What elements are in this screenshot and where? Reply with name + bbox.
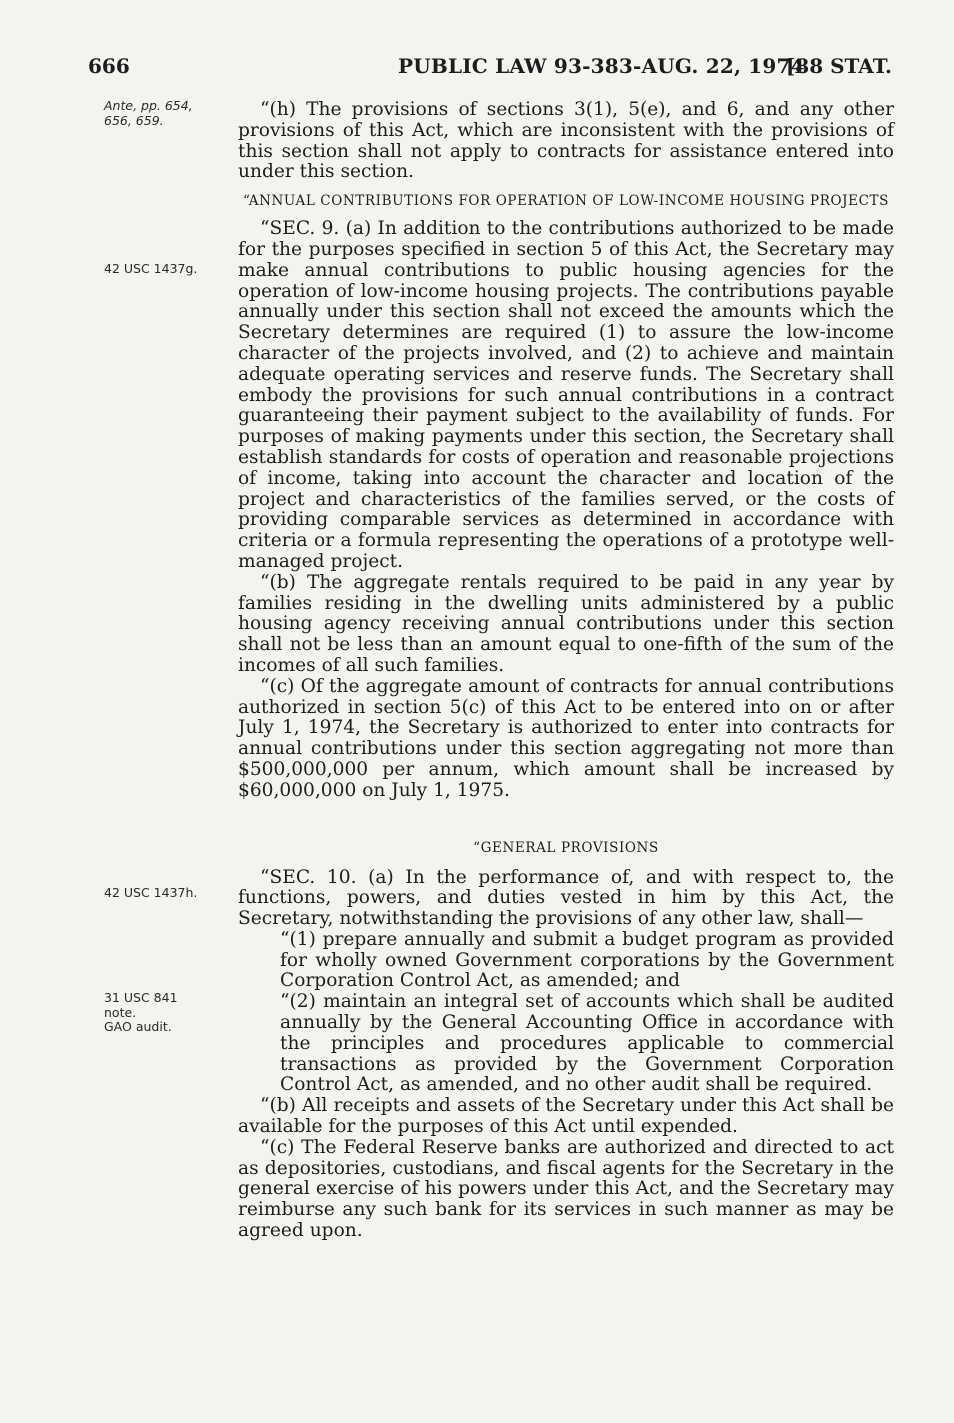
section-10-b: “(b) All receipts and assets of the Secretary under this Act shall be available for the purposes of this Act until expended. [238, 1095, 894, 1138]
section-9-a: “SEC. 9. (a) In addition to the contributions authorized to be made for the purposes specified in section 5 of this Act, the Secretary may make annual contributions to public housing agencies for the operation of low-income housing projects. The contributions payable annually under this section shall not exceed the amounts which the Secretary determines are required (1) to assure the low-income character of the projects involved, and (2) to achieve and maintain adequate operating services and reserve funds. The Secretary shall embody the provisions for such annual contributions in a contract guaranteeing their payment subject to the availability of funds. For purposes of making payments under this section, the Secretary shall establish standards for costs of operation and reasonable projections of income, taking into account the character and location of the project and characteristics of the families served, or the costs of providing comparable services as determined in accordance with criteria or a formula representing the operations of a prototype well-managed project. [238, 218, 894, 572]
margin-note-usc-1437g: 42 USC 1437g. [104, 261, 198, 276]
margin-note-usc-1437h: 42 USC 1437h. [104, 885, 198, 900]
section-10-a: “SEC. 10. (a) In the performance of, and with respect to, the functions, powers, and duties vested in him by this Act, the Secretary, notwithstanding the provisions of any other law, shall— [238, 866, 894, 930]
section-9-c: “(c) Of the aggregate amount of contracts for annual contributions authorized in section 5(c) of this Act to be entered into on or after July 1, 1974, the Secretary is authorized to enter into contracts for annual contributions under this section aggregating not more than $500,000,000 per annum, which amount shall be increased by $60,000,000 on July 1, 1975. [238, 675, 894, 801]
page-header [0, 50, 954, 90]
margin-note-usc-841: 31 USC 841 note. [104, 990, 178, 1020]
margin-note-ante: Ante, pp. 654, 656, 659. [104, 98, 193, 128]
paragraph-h: “(h) The provisions of sections 3(1), 5(e), and 6, and any other provisions of this Act, which are inconsistent with the provisions of this section shall not apply to contracts for assistance entered into under this section. [238, 99, 894, 183]
section-heading-general-provisions: “GENERAL PROVISIONS [473, 839, 659, 856]
statute-reference: [88 STAT. [785, 54, 892, 78]
section-9-b: “(b) The aggregate rentals required to be paid in any year by families residing in the dwelling units administered by a public housing agency receiving annual contributions under this section shall not be less than an amount equal to one-fifth of the sum of the incomes of all such families. [238, 571, 894, 676]
section-10-a-1: “(1) prepare annually and submit a budget program as provided for wholly owned Government corporations by the Government Corporation Control Act, as amended; and [280, 928, 894, 992]
page-title: PUBLIC LAW 93-383-AUG. 22, 1974 [398, 54, 805, 78]
page-number: 666 [88, 54, 130, 78]
margin-note-gao: GAO audit. [104, 1019, 172, 1034]
section-10-c: “(c) The Federal Reserve banks are authorized and directed to act as depositories, custodians, and fiscal agents for the Secretary in the general exercise of his powers under this Act, and the Secretary may reimburse any such bank for its services in such manner as may be agreed upon. [238, 1136, 894, 1242]
section-heading-annual-contributions: “ANNUAL CONTRIBUTIONS FOR OPERATION OF LOW-INCOME HOUSING PROJECTS [242, 193, 890, 210]
document-body [238, 100, 894, 1242]
section-10-a-2: “(2) maintain an integral set of accounts which shall be audited annually by the General Accounting Office in accordance with the principles and procedures applicable to commercial transactions as provided by the Government Corporation Control Act, as amended, and no other audit shall be required. [280, 991, 894, 1096]
